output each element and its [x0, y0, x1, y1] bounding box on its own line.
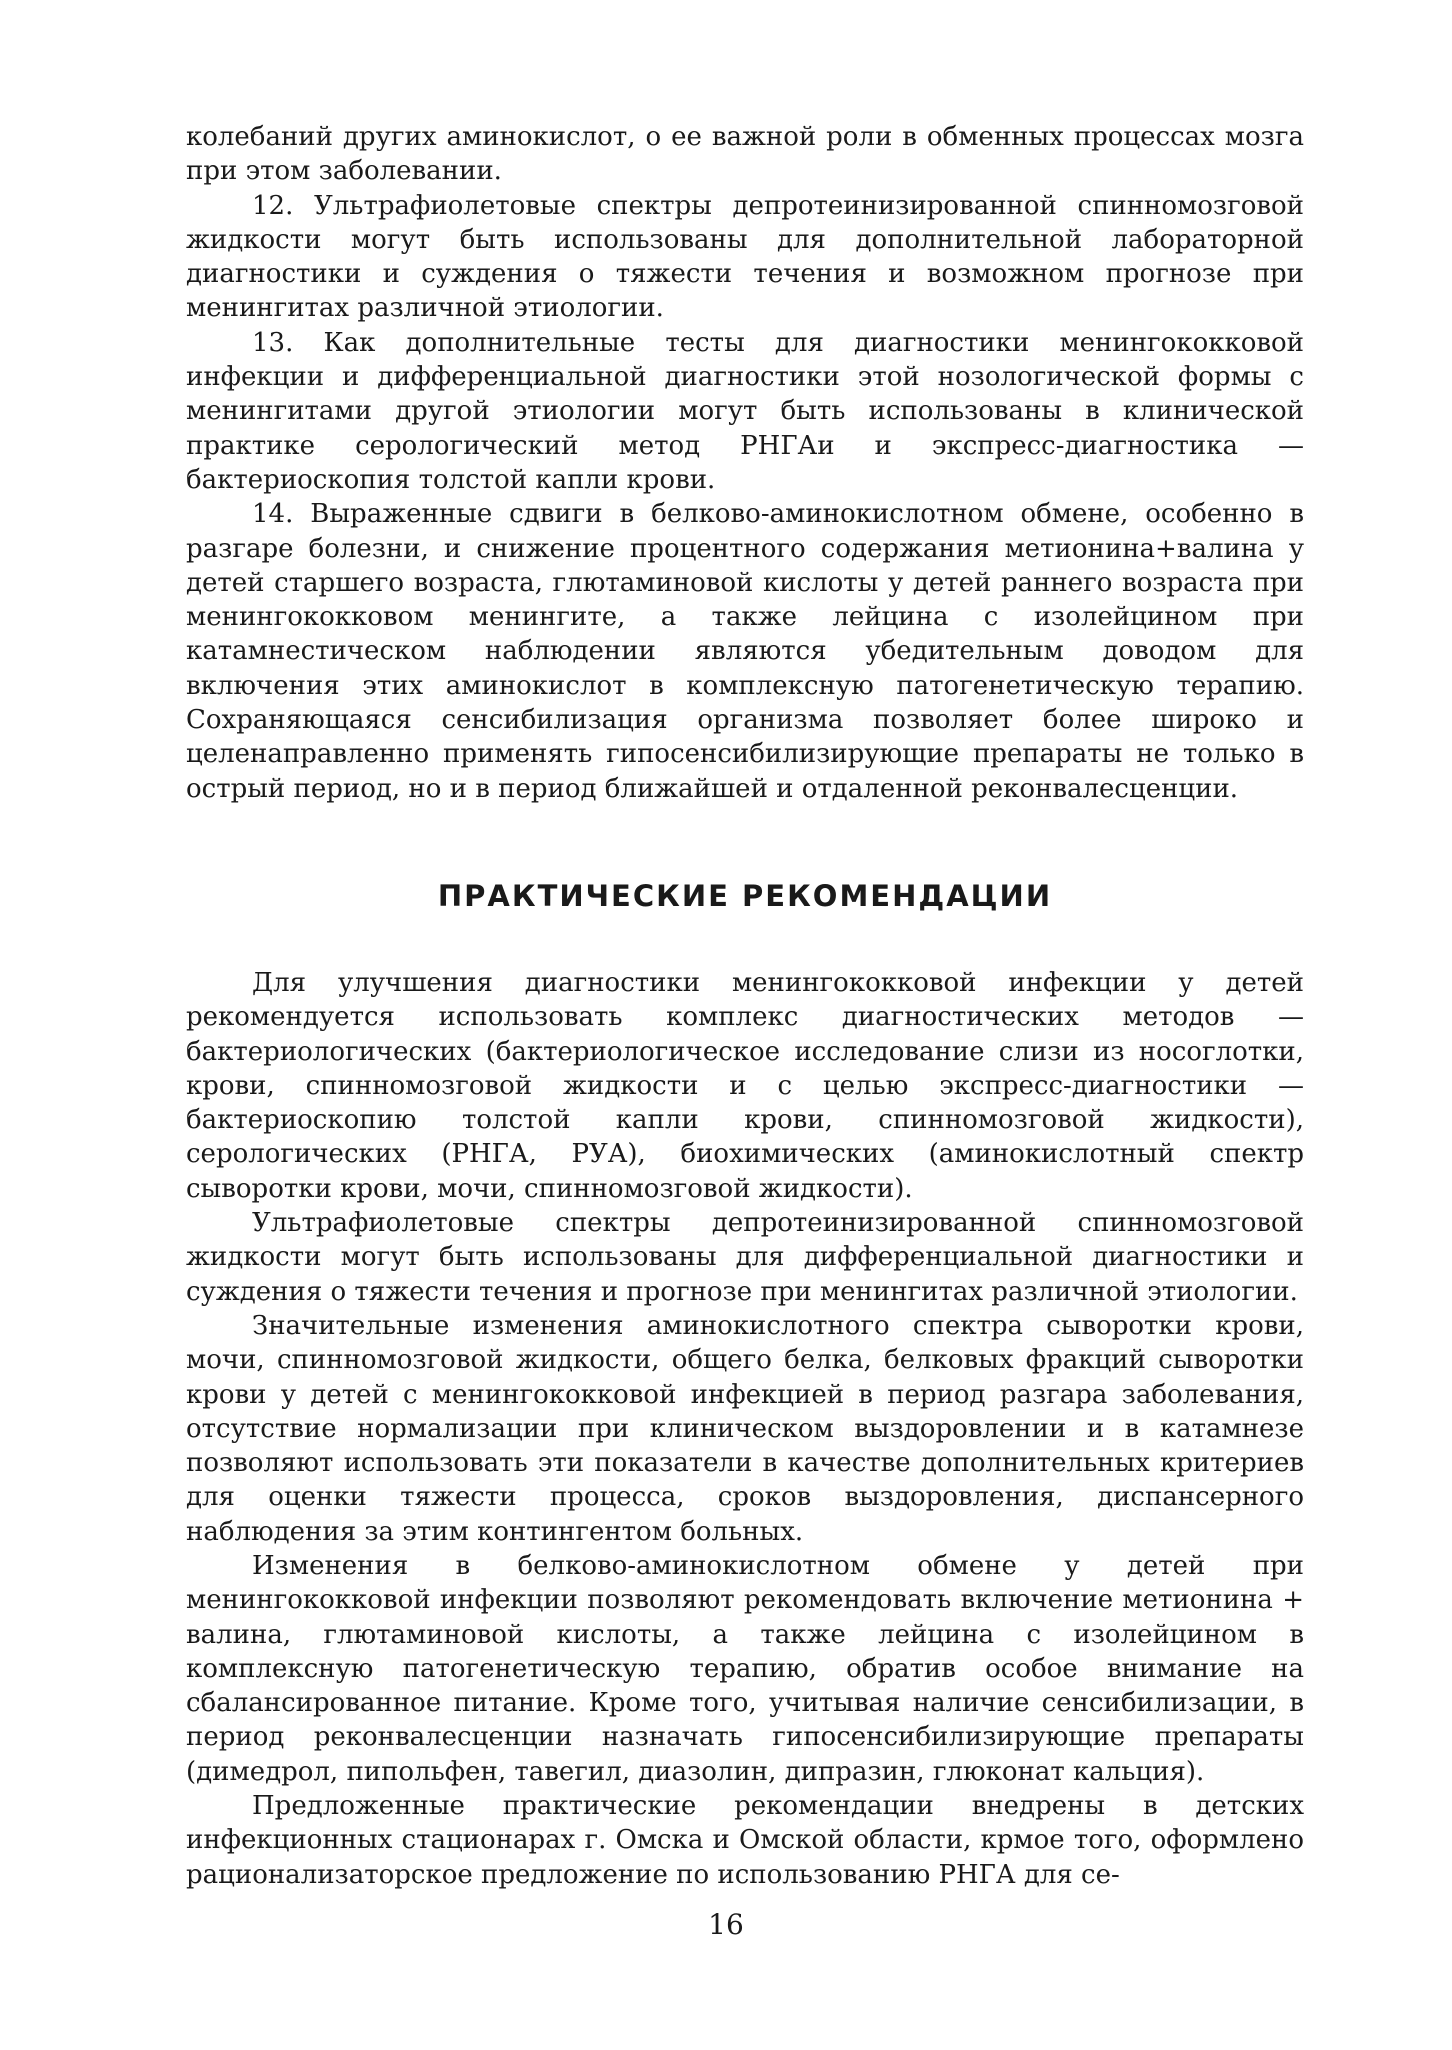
page-number: 16 [708, 1908, 744, 1941]
conclusion-paragraph-continued: колебаний других аминокислот, о ее важной роли в обменных процессах мозга при этом заболевании. [186, 122, 1304, 187]
conclusion-item-12: 12. Ультрафиолетовые спектры депротеинизированной спинномозговой жидкости могут быть использованы для дополнительной лабораторной диагностики и суждения о тяжести течения и возможном прогнозе при менингитах различной этиологии. [186, 190, 1304, 324]
conclusion-item-14: 14. Выраженные сдвиги в белково-аминокислотном обмене, особенно в разгаре болезни, и снижение процентного содержания метионина+валина у детей старшего возраста, глютаминовой кислоты у детей раннего возраста при менингококковом менингите, а также лейцина с изолейцином при катамнестическом наблюдении являются убедительным доводом для включения этих аминокислот в комплексную патогенетическую терапию. Сохраняющаяся сенсибилизация организма позволяет более широко и целенаправленно применять гипосенсибилизирующие препараты не только в острый период, но и в период ближайшей и отдаленной реконвалесценции. [186, 499, 1304, 804]
recommendation-paragraph: Для улучшения диагностики менингококковой инфекции у детей рекомендуется использовать комплекс диагностических методов — бактериологических (бактериологическое исследование слизи из носоглотки, крови, спинномозговой жидкости и с целью экспресс-диагностики — бактериоскопию толстой капли крови, спинномозговой жидкости), серологических (РНГА, РУА), биохимических (аминокислотный спектр сыворотки крови, мочи, спинномозговой жидкости). [186, 967, 1304, 1204]
recommendation-paragraph: Ультрафиолетовые спектры депротеинизированной спинномозговой жидкости могут быть использованы для дифференциальной диагностики и суждения о тяжести течения и прогнозе при менингитах различной этиологии. [186, 1208, 1304, 1307]
document-page [186, 120, 1304, 1892]
recommendation-paragraph: Изменения в белково-аминокислотном обмене у детей при менингококковой инфекции позволяют рекомендовать включение метионина + валина, глютаминовой кислоты, а также лейцина с изолейцином в комплексную патогенетическую терапию, обратив особое внимание на сбалансированное питание. Кроме того, учитывая наличие сенсибилизации, в период реконвалесценции назначать гипосенсибилизирующие препараты (димедрол, пипольфен, тавегил, диазолин, дипразин, глюконат кальция). [186, 1550, 1304, 1787]
conclusion-item-13: 13. Как дополнительные тесты для диагностики менингококковой инфекции и дифференциальной диагностики этой нозологической формы с менингитами другой этиологии могут быть использованы в клинической практике серологический метод РНГАи и экспресс-диагностика — бактериоскопия толстой капли крови. [186, 327, 1304, 495]
recommendation-paragraph: Значительные изменения аминокислотного спектра сыворотки крови, мочи, спинномозговой жидкости, общего белка, белковых фракций сыворотки крови у детей с менингококковой инфекцией в период разгара заболевания, отсутствие нормализации при клиническом выздоровлении и в катамнезе позволяют использовать эти показатели в качестве дополнительных критериев для оценки тяжести процесса, сроков выздоровления, диспансерного наблюдения за этим контингентом больных. [186, 1310, 1304, 1547]
section-heading: ПРАКТИЧЕСКИЕ РЕКОМЕНДАЦИИ [437, 878, 1053, 913]
recommendation-paragraph: Предложенные практические рекомендации внедрены в детских инфекционных стационарах г. Омска и Омской области, крмое того, оформлено рационализаторское предложение по использованию РНГА для се- [186, 1791, 1304, 1890]
